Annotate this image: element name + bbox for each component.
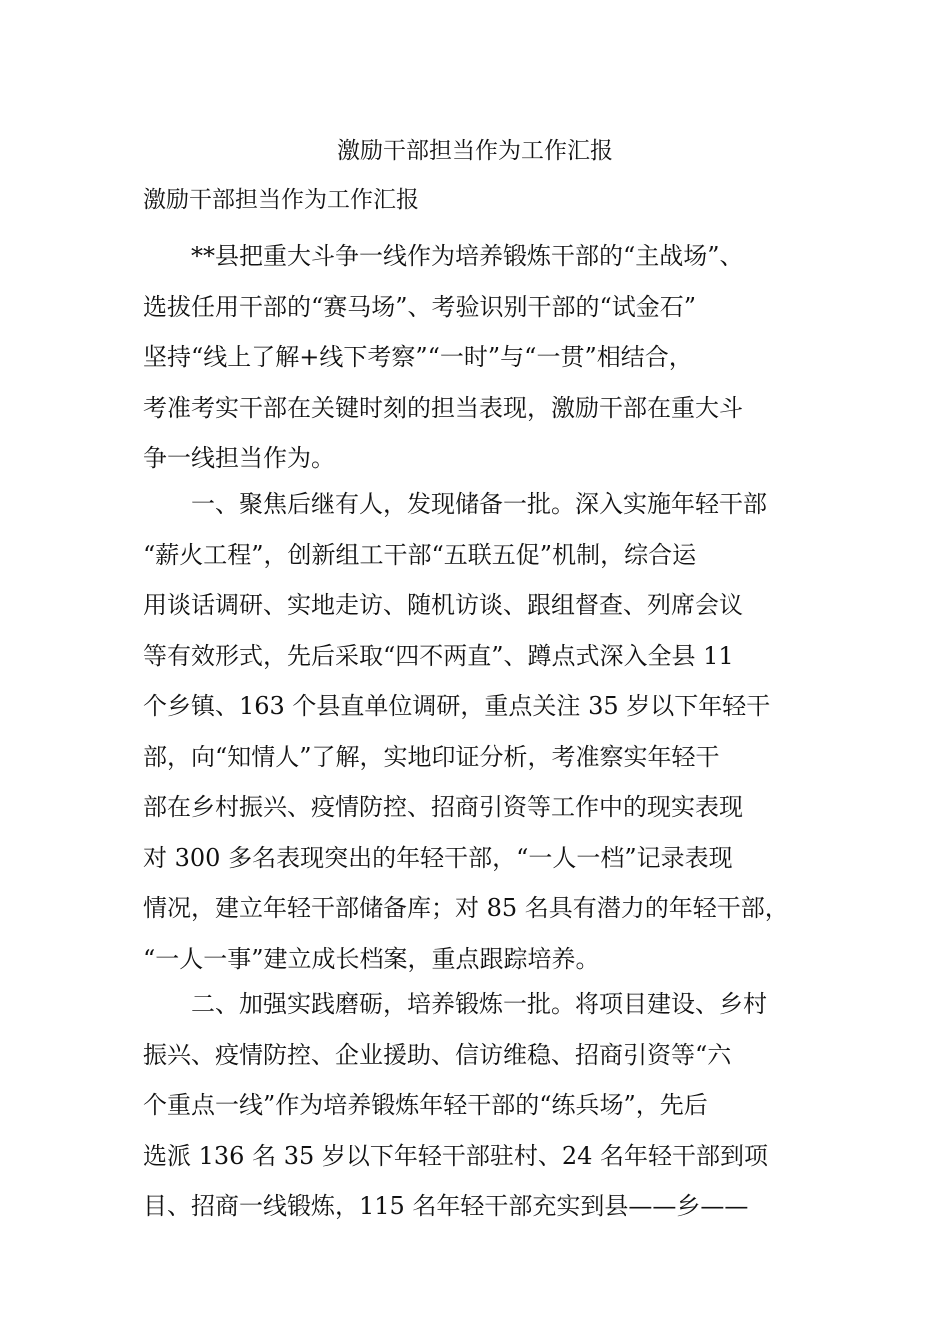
document-subtitle: 激励干部担当作为工作汇报 (143, 187, 419, 213)
paragraph-section-two (143, 979, 768, 1232)
paragraph-line: **县把重大斗争一线作为培养锻炼干部的“主战场”、 (191, 242, 744, 270)
paragraph-line: “一人一事”建立成长档案，重点跟踪培养。 (143, 944, 600, 973)
paragraph-line: 目、招商一线锻炼，115 名年轻干部充实到县——乡—— (143, 1192, 749, 1220)
paragraph-line: “薪火工程”，创新组工干部“五联五促”机制，综合运 (143, 540, 697, 569)
paragraph-line: 部在乡村振兴、疫情防控、招商引资等工作中的现实表现 (143, 793, 743, 821)
paragraph-line: 考准考实干部在关键时刻的担当表现，激励干部在重大斗 (143, 393, 743, 422)
document-title: 激励干部担当作为工作汇报 (337, 138, 613, 164)
paragraph-line: 二、加强实践磨砺，培养锻炼一批。将项目建设、乡村 (191, 990, 767, 1018)
paragraph-line: 情况，建立年轻干部储备库；对 85 名具有潜力的年轻干部， (143, 894, 789, 922)
paragraph-line: 个重点一线”作为培养锻炼年轻干部的“练兵场”，先后 (143, 1091, 708, 1119)
paragraph-line: 振兴、疫情防控、企业援助、信访维稳、招商引资等“六 (143, 1040, 732, 1069)
paragraph-line: 坚持“线上了解+线下考察”“一时”与“一贯”相结合， (143, 343, 693, 371)
paragraph-line: 等有效形式，先后采取“四不两直”、蹲点式深入全县 11 (143, 641, 734, 670)
paragraph-line: 一、聚焦后继有人，发现储备一批。深入实施年轻干部 (191, 490, 767, 518)
paragraph-line: 个乡镇、163 个县直单位调研，重点关注 35 岁以下年轻干 (143, 692, 771, 720)
paragraph-line: 选拔任用干部的“赛马场”、考验识别干部的“试金石” (143, 292, 697, 321)
paragraph-section-one (143, 479, 789, 984)
paragraph-line: 对 300 多名表现突出的年轻干部，“一人一档”记录表现 (143, 843, 733, 872)
paragraph-line: 部，向“知情人”了解，实地印证分析，考准察实年轻干 (143, 742, 720, 771)
paragraph-line: 用谈话调研、实地走访、随机访谈、跟组督查、列席会议 (143, 591, 743, 619)
paragraph-line: 选派 136 名 35 岁以下年轻干部驻村、24 名年轻干部到项 (143, 1141, 769, 1170)
paragraph-intro (143, 231, 744, 484)
paragraph-line: 争一线担当作为。 (143, 444, 335, 472)
